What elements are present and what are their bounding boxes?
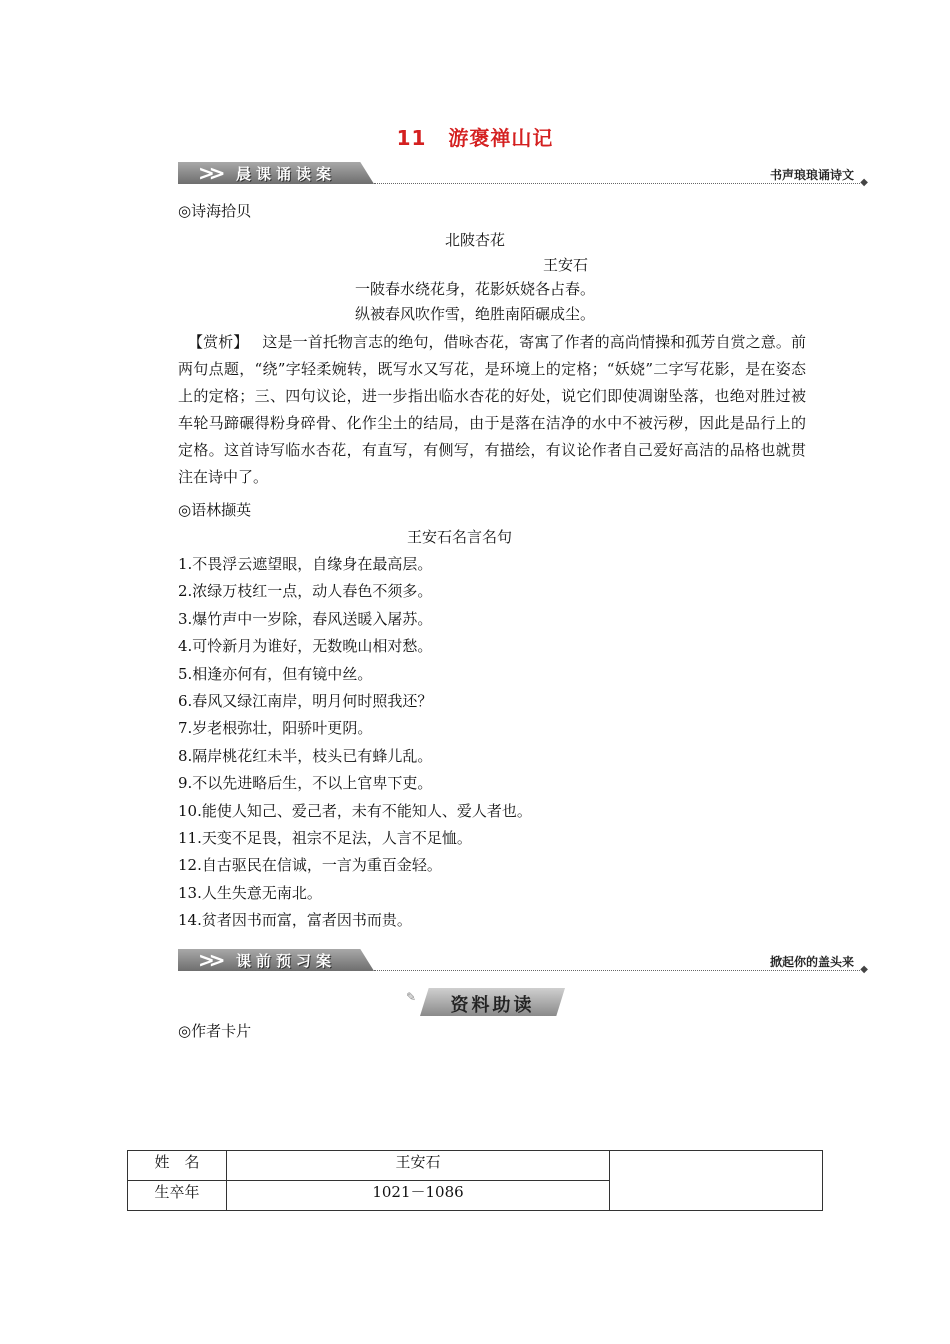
quotes-title: 王安石名言名句 bbox=[407, 528, 513, 546]
poem-title: 北陂杏花 bbox=[444, 231, 505, 249]
section-banner-morning bbox=[178, 160, 868, 190]
quote-item: 14.贫者因书而富，富者因书而贵。 bbox=[178, 911, 412, 930]
quote-item: 13.人生失意无南北。 bbox=[178, 883, 322, 902]
quote-item: 9.不以先进略后生，不以上官卑下吏。 bbox=[178, 774, 433, 793]
poem-line-2: 纵被春风吹作雪，绝胜南陌碾成尘。 bbox=[354, 305, 595, 323]
section-heading-quotes: ◎语林撷英 bbox=[178, 501, 252, 519]
years-value: 1021－1086 bbox=[227, 1181, 610, 1211]
quote-item: 1.不畏浮云遮望眼，自缘身在最高层。 bbox=[178, 555, 433, 573]
table-row bbox=[128, 1151, 823, 1181]
diamond-icon: ◆ bbox=[860, 177, 868, 188]
section-heading-author: ◎作者卡片 bbox=[178, 1022, 252, 1040]
quote-item: 7.岁老根弥壮，阳骄叶更阴。 bbox=[178, 719, 373, 738]
quote-item: 12.自古驱民在信诚，一言为重百金轻。 bbox=[178, 856, 442, 875]
quote-item: 8.隔岸桃花红未半，枝头已有蜂儿乱。 bbox=[178, 746, 433, 765]
page-title bbox=[0, 122, 950, 151]
quote-item: 4.可怜新月为谁好，无数晚山相对愁。 bbox=[178, 637, 433, 656]
diamond-icon: ◆ bbox=[860, 964, 868, 975]
quote-item: 10.能使人知己、爱己者，未有不能知人、爱人者也。 bbox=[178, 801, 532, 820]
quote-item: 2.浓绿万枝红一点，动人春色不须多。 bbox=[178, 582, 433, 601]
poem-line-1: 一陂春水绕花身，花影妖娆各占春。 bbox=[354, 280, 595, 298]
quote-item: 3.爆竹声中一岁除，春风送暖入屠苏。 bbox=[178, 609, 433, 628]
chevron-right-icon: >> bbox=[198, 948, 220, 972]
poem-author: 王安石 bbox=[543, 256, 589, 274]
section-banner-preview bbox=[178, 947, 868, 977]
quote-item: 6.春风又绿江南岸，明月何时照我还？ bbox=[178, 692, 433, 710]
quote-item: 11.天变不足畏，祖宗不足法，人言不足恤。 bbox=[178, 829, 472, 847]
section-heading-poetry: ◎诗海拾贝 bbox=[178, 202, 252, 220]
appreciation-text: 这是一首托物言志的绝句，借咏杏花，寄寓了作者的高尚情操和孤芳自赏之意。前两句点题，“绕”字轻柔婉转，既写水又写花，是环境上的定格；“妖娆”二字写花影，是在姿态上的定格；三、四句议论，进一步指出临水杏花的好处，说它们即使凋谢坠落，也绝对胜过被车轮马蹄碾得粉身碎骨、化作尘土的结局，由于是落在洁净的水中不被污秽，因此是品行上的定格。这首诗写临水杏花，有直写，有侧写，有描绘，有议论作者自己爱好高洁的品格也就贯注在诗中了。 bbox=[178, 333, 806, 486]
subsection-label: 资料助读 bbox=[450, 995, 535, 1016]
banner-label: 课前预习案 bbox=[236, 952, 337, 970]
author-card-table bbox=[127, 1150, 823, 1211]
name-value: 王安石 bbox=[227, 1151, 610, 1181]
chevron-right-icon: >> bbox=[198, 161, 220, 185]
banner-slogan: 掀起你的盖头来 bbox=[769, 955, 854, 969]
quote-item: 5.相逢亦何有，但有镜中丝。 bbox=[178, 664, 373, 683]
pencil-icon: ✎ bbox=[406, 990, 417, 1004]
lesson-title: 游褒禅山记 bbox=[448, 126, 554, 150]
name-label: 姓 名 bbox=[128, 1151, 227, 1181]
subsection-banner bbox=[406, 988, 565, 1018]
banner-slogan: 书声琅琅诵诗文 bbox=[769, 168, 854, 182]
lesson-number: 11 bbox=[396, 126, 427, 150]
years-label: 生卒年 bbox=[128, 1181, 227, 1211]
portrait-cell bbox=[610, 1151, 823, 1211]
appreciation-paragraph bbox=[178, 329, 806, 491]
banner-label: 晨课诵读案 bbox=[236, 165, 337, 183]
appreciation-label: 【赏析】 bbox=[188, 333, 249, 351]
